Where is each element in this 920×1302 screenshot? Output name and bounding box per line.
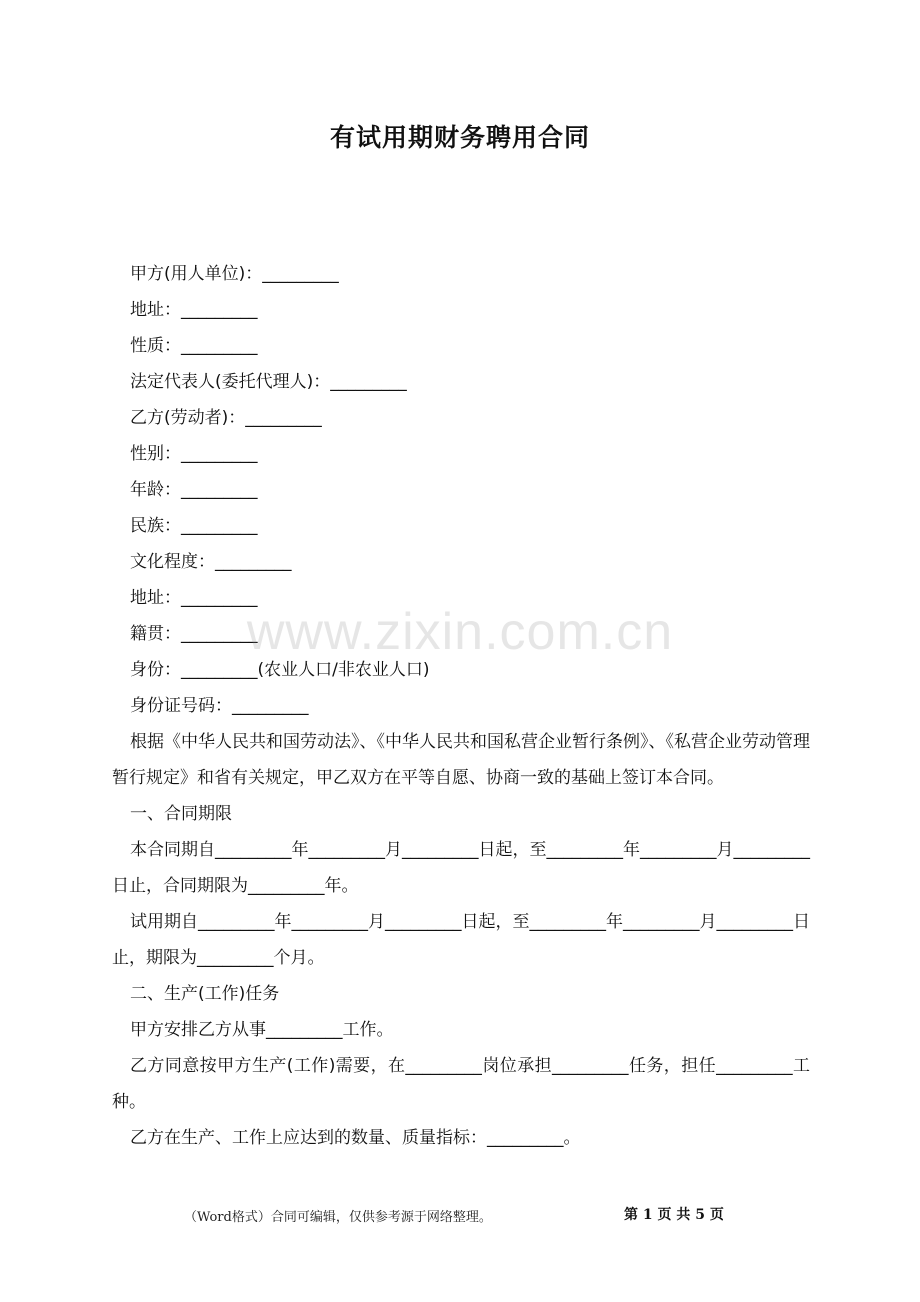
footer-note: （Word格式）合同可编辑，仅供参考源于网络整理。 [184,1210,492,1225]
identity-field: 身份：_________(农业人口/非农业人口) [130,660,430,680]
quota-paragraph: 乙方在生产、工作上应达到的数量、质量指标：_________。 [130,1128,581,1148]
position-paragraph: 乙方同意按甲方生产(工作)需要，在_________岗位承担_________任务，担任_________工种。 [112,1056,810,1112]
page-number: 第 1 页 共 5 页 [624,1207,724,1223]
education-field: 文化程度：_________ [130,552,292,572]
legal-representative-field: 法定代表人(委托代理人)：_________ [130,372,407,392]
gender-field: 性别：_________ [130,444,258,464]
id-number-field: 身份证号码：_________ [130,696,309,716]
probation-term-paragraph: 试用期自_________年_________月_________日起，至_________年_________月_________日止，期限为_________个月。 [112,912,810,968]
party-b-address-field: 地址：_________ [130,588,258,608]
age-field: 年龄：_________ [130,480,258,500]
contract-term-paragraph: 本合同期自_________年_________月_________日起，至_________年_________月_________日止，合同期限为_________年。 [112,840,810,896]
party-a-nature-field: 性质：_________ [130,336,258,356]
watermark: www.zixin.com.cn [246,603,674,661]
intro-paragraph: 根据《中华人民共和国劳动法》、《中华人民共和国私营企业暂行条例》、《私营企业劳动管理暂行规定》和省有关规定，甲乙双方在平等自愿、协商一致的基础上签订本合同。 [112,732,810,788]
native-place-field: 籍贯：_________ [130,624,258,644]
party-a-address-field: 地址：_________ [130,300,258,320]
section-1-heading: 一、合同期限 [130,804,232,824]
section-2-heading: 二、生产(工作)任务 [130,984,280,1004]
contract-body [112,256,810,1156]
document-title: 有试用期财务聘用合同 [329,123,590,152]
ethnicity-field: 民族：_________ [130,516,258,536]
party-a-field: 甲方(用人单位)：_________ [130,264,339,284]
party-b-field: 乙方(劳动者)：_________ [130,408,322,428]
work-assignment-paragraph: 甲方安排乙方从事_________工作。 [130,1020,394,1040]
